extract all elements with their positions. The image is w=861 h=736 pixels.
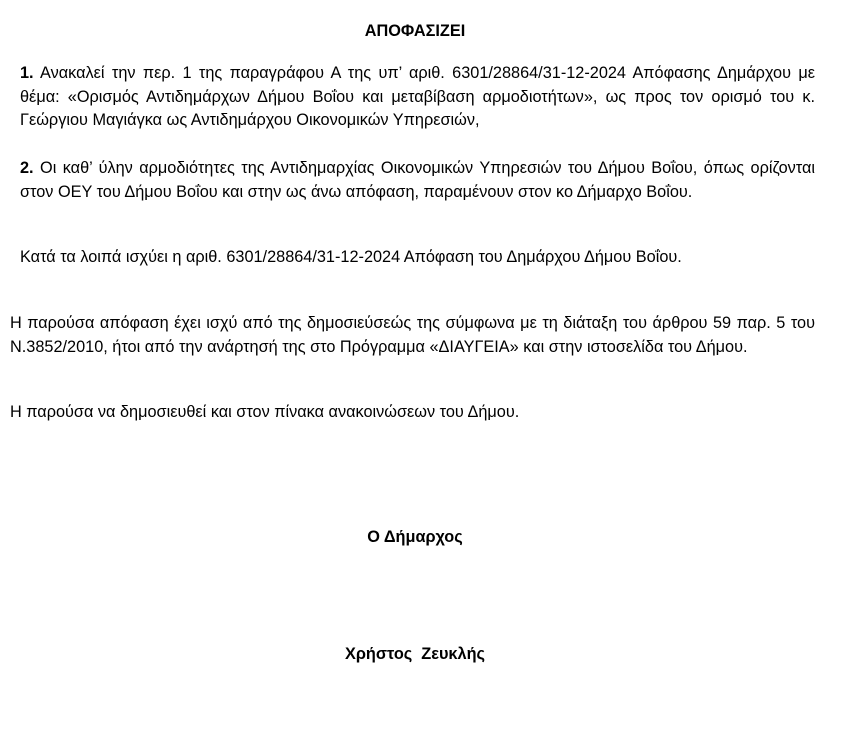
item-number: 1. [20, 64, 34, 82]
signature-title: Ο Δήμαρχος [367, 528, 463, 546]
decision-item-2 [20, 157, 815, 204]
item-text: Ανακαλεί την περ. 1 της παραγράφου Α της υπ’ αριθ. 6301/28864/31-12-2024 Απόφασης Δημάρχου με θέμα: «Ορισμός Αντιδημάρχων Δήμου Βοΐου και μεταβίβαση αρμοδιοτήτων», ως προς τον ορισμό του κ. Γεώργιου Μαγιάγκα ως Αντιδημάρχου Οικονομικών Υπηρεσιών, [20, 64, 816, 129]
signature-name: Χρήστος Ζευκλής [345, 645, 485, 663]
decision-item-1 [20, 62, 815, 133]
publication-paragraph: Η παρούσα να δημοσιευθεί και στον πίνακα ανακοινώσεων του Δήμου. [10, 403, 520, 421]
validity-paragraph: Η παρούσα απόφαση έχει ισχύ από της δημοσιεύσεώς της σύμφωνα με τη διάταξη του άρθρου 59 παρ. 5 του Ν.3852/2010, ήτοι από την ανάρτησή της στο Πρόγραμμα «ΔΙΑΥΓΕΙΑ» και στην ιστοσελίδα του Δήμου. [10, 314, 815, 356]
item-number: 2. [20, 159, 34, 177]
remaining-provisions-paragraph: Κατά τα λοιπά ισχύει η αριθ. 6301/28864/31-12-2024 Απόφαση του Δημάρχου Δήμου Βοΐου. [20, 248, 682, 266]
document-heading: ΑΠΟΦΑΣΙΖΕΙ [364, 22, 466, 40]
item-text: Οι καθ’ ύλην αρμοδιότητες της Αντιδημαρχίας Οικονομικών Υπηρεσιών του Δήμου Βοΐου, όπως ορίζονται στον ΟΕΥ του Δήμου Βοΐου και στην ως άνω απόφαση, παραμένουν στον κο Δήμαρχο Βοΐου. [20, 159, 815, 201]
